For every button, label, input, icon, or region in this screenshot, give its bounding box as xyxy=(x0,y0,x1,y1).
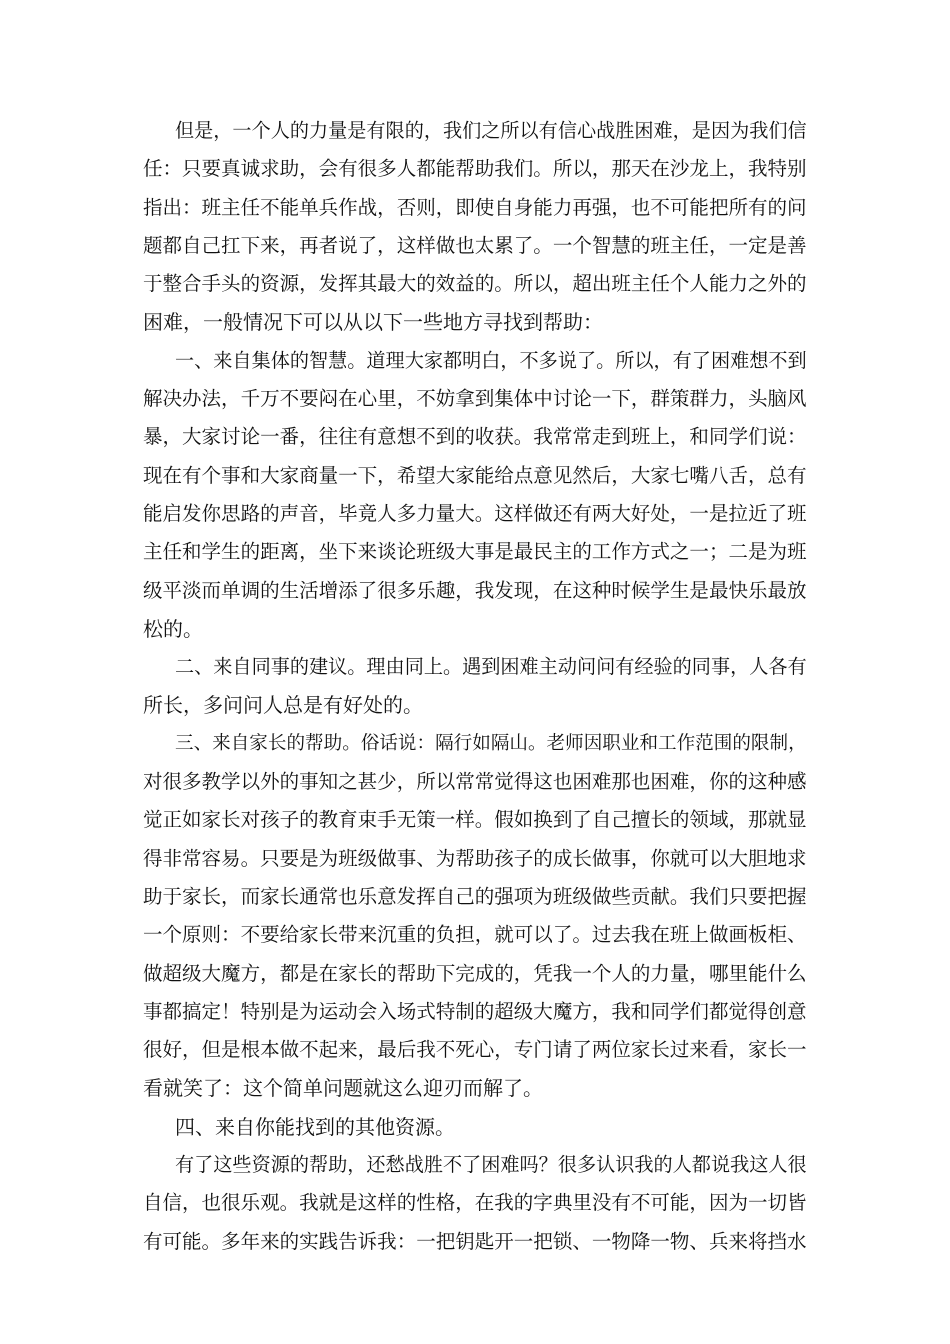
text-line: 看就笑了：这个简单问题就这么迎刃而解了。 xyxy=(143,1076,543,1101)
text-line: 指出：班主任不能单兵作战，否则，即使自身能力再强，也不可能把所有的问 xyxy=(143,195,807,219)
text-line: 一个原则：不要给家长带来沉重的负担，就可以了。过去我在班上做画板柜、 xyxy=(143,923,807,947)
text-line: 得非常容易。只要是为班级做事、为帮助孩子的成长做事，你就可以大胆地求 xyxy=(143,846,807,870)
text-line: 事都搞定！特别是为运动会入场式特制的超级大魔方，我和同学们都觉得创意 xyxy=(143,999,807,1023)
body-text xyxy=(143,112,807,1261)
text-line: 觉正如家长对孩子的教育束手无策一样。假如换到了自己擅长的领域，那就显 xyxy=(143,808,807,832)
text-line: 二、来自同事的建议。理由同上。遇到困难主动问问有经验的同事，人各有 xyxy=(175,655,807,679)
text-line: 有了这些资源的帮助，还愁战胜不了困难吗？很多认识我的人都说我这人很 xyxy=(175,1153,807,1177)
text-line: 助于家长，而家长通常也乐意发挥自己的强项为班级做些贡献。我们只要把握 xyxy=(143,884,807,908)
text-line: 题都自己扛下来，再者说了，这样做也太累了。一个智慧的班主任，一定是善 xyxy=(143,233,807,257)
text-line: 一、来自集体的智慧。道理大家都明白，不多说了。所以，有了困难想不到 xyxy=(175,348,807,372)
text-line: 但是，一个人的力量是有限的，我们之所以有信心战胜困难，是因为我们信 xyxy=(175,119,807,142)
text-line: 级平淡而单调的生活增添了很多乐趣，我发现，在这种时候学生是最快乐最放 xyxy=(143,578,807,602)
text-line: 很好，但是根本做不起来，最后我不死心，专门请了两位家长过来看，家长一 xyxy=(143,1038,807,1062)
text-line: 三、来自家长的帮助。俗话说：隔行如隔山。老师因职业和工作范围的限制， xyxy=(175,732,807,754)
text-line: 能启发你思路的声音，毕竟人多力量大。这样做还有两大好处，一是拉近了班 xyxy=(143,501,807,525)
text-line: 暴，大家讨论一番，往往有意想不到的收获。我常常走到班上，和同学们说： xyxy=(143,425,807,449)
text-line: 做超级大魔方，都是在家长的帮助下完成的，凭我一个人的力量，哪里能什么 xyxy=(143,961,807,985)
text-line: 对很多教学以外的事知之甚少，所以常常觉得这也困难那也困难，你的这种感 xyxy=(143,770,807,794)
text-line: 松的。 xyxy=(143,616,203,641)
text-line: 困难，一般情况下可以从以下一些地方寻找到帮助： xyxy=(143,310,603,335)
text-line: 任：只要真诚求助，会有很多人都能帮助我们。所以，那天在沙龙上，我特别 xyxy=(143,157,807,181)
text-line: 四、来自你能找到的其他资源。 xyxy=(175,1114,455,1139)
text-line: 有可能。多年来的实践告诉我：一把钥匙开一把锁、一物降一物、兵来将挡水 xyxy=(143,1229,807,1253)
text-line: 现在有个事和大家商量一下，希望大家能给点意见然后，大家七嘴八舌，总有 xyxy=(143,463,807,487)
text-line: 自信，也很乐观。我就是这样的性格，在我的字典里没有不可能，因为一切皆 xyxy=(143,1191,807,1215)
text-line: 解决办法，千万不要闷在心里，不妨拿到集体中讨论一下，群策群力，头脑风 xyxy=(143,387,807,411)
text-line: 主任和学生的距离，坐下来谈论班级大事是最民主的工作方式之一；二是为班 xyxy=(143,540,807,564)
text-line: 所长，多问问人总是有好处的。 xyxy=(143,693,423,718)
text-line: 于整合手头的资源，发挥其最大的效益的。所以，超出班主任个人能力之外的 xyxy=(143,272,807,296)
